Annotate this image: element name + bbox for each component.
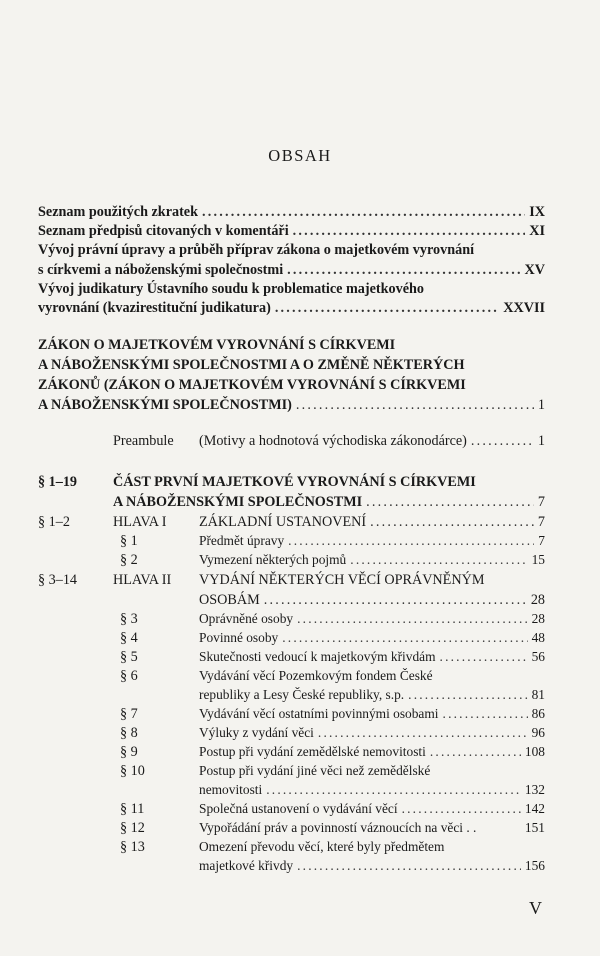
toc-entry: majetkové křivdy ..... 156 (199, 856, 545, 876)
toc-entry: s církvemi a náboženskými společnostmi ..... XV (38, 260, 545, 280)
toc-entry-line: Vydávání věcí Pozemkovým fondem České (199, 668, 433, 683)
part-title-line: ČÁST PRVNÍ MAJETKOVÉ VYROVNÁNÍ S CÍRKVEMI (113, 474, 476, 490)
toc-entry: ZÁKLADNÍ USTANOVENÍ ..... 7 (199, 512, 545, 532)
toc-entry-line: Vývoj judikatury Ústavního soudu k problematice majetkového (38, 281, 424, 297)
toc-entry-line: Omezení převodu věcí, které byly předmětem (199, 839, 445, 854)
head-label: HLAVA II (113, 572, 172, 588)
section-label: § 10 (120, 763, 145, 779)
toc-entry: Oprávněné osoby ..... 28 (199, 609, 545, 629)
page-title: OBSAH (268, 146, 332, 165)
toc-entry: A NÁBOŽENSKÝMI SPOLEČNOSTMI) ..... 1 (38, 395, 545, 415)
section-label: § 5 (120, 649, 138, 665)
toc-entry: nemovitosti ..... 132 (199, 780, 545, 800)
section-label: § 9 (120, 744, 138, 760)
toc-entry: Vymezení některých pojmů ..... 15 (199, 550, 545, 570)
section-label: § 8 (120, 725, 138, 741)
toc-entry: (Motivy a hodnotová východiska zákonodárce) ..... 1 (199, 431, 545, 451)
section-label: § 13 (120, 839, 145, 855)
toc-entry: Seznam předpisů citovaných v komentáři ..... XI (38, 221, 545, 241)
section-label: § 12 (120, 820, 145, 836)
toc-entry: vyrovnání (kvazirestituční judikatura) ..... XXVII (38, 298, 545, 318)
section-label: § 11 (120, 801, 145, 817)
toc-entry: republiky a Lesy České republiky, s.p. ..... 81 (199, 685, 545, 705)
section-label: § 2 (120, 552, 138, 568)
page-number: V (529, 898, 542, 918)
section-label: § 4 (120, 630, 138, 646)
head-title-line: VYDÁNÍ NĚKTERÝCH VĚCÍ OPRÁVNĚNÝM (199, 572, 485, 588)
toc-entry: OSOBÁM ..... 28 (199, 590, 545, 610)
toc-entry: Vypořádání práv a povinností váznoucích na věci . . 151 (199, 820, 545, 835)
preamble-label: Preambule (113, 433, 174, 449)
toc-entry: Společná ustanovení o vydávání věcí ..... 142 (199, 799, 545, 819)
toc-entry: Výluky z vydání věci ..... 96 (199, 723, 545, 743)
head-label: HLAVA I (113, 514, 167, 530)
toc-entry: Vydávání věcí ostatními povinnými osobami ..... 86 (199, 704, 545, 724)
head-range: § 1–2 (38, 514, 70, 530)
toc-entry: A NÁBOŽENSKÝMI SPOLEČNOSTMI ..... 7 (113, 492, 545, 512)
section-label: § 7 (120, 706, 138, 722)
part-range: § 1–19 (38, 474, 78, 490)
toc-entry: Seznam použitých zkratek ..... IX (38, 202, 545, 222)
section-label: § 1 (120, 533, 138, 549)
section-label: § 3 (120, 611, 138, 627)
law-title-line: A NÁBOŽENSKÝMI SPOLEČNOSTMI A O ZMĚNĚ NĚKTERÝCH (38, 357, 465, 373)
section-label: § 6 (120, 668, 138, 684)
toc-entry: Povinné osoby ..... 48 (199, 628, 545, 648)
head-range: § 3–14 (38, 572, 78, 588)
toc-entry: Předmět úpravy ..... 7 (199, 531, 545, 551)
law-title-line: ZÁKON O MAJETKOVÉM VYROVNÁNÍ S CÍRKVEMI (38, 337, 396, 353)
law-title-line: ZÁKONŮ (ZÁKON O MAJETKOVÉM VYROVNÁNÍ S CÍRKVEMI (38, 377, 466, 393)
toc-entry: Postup při vydání zemědělské nemovitosti ..... 108 (199, 742, 545, 762)
toc-entry-line: Postup při vydání jiné věci než zemědělské (199, 763, 431, 778)
toc-entry: Skutečnosti vedoucí k majetkovým křivdám ..... 56 (199, 647, 545, 667)
toc-entry-line: Vývoj právní úpravy a průběh příprav zákona o majetkovém vyrovnání (38, 242, 475, 258)
